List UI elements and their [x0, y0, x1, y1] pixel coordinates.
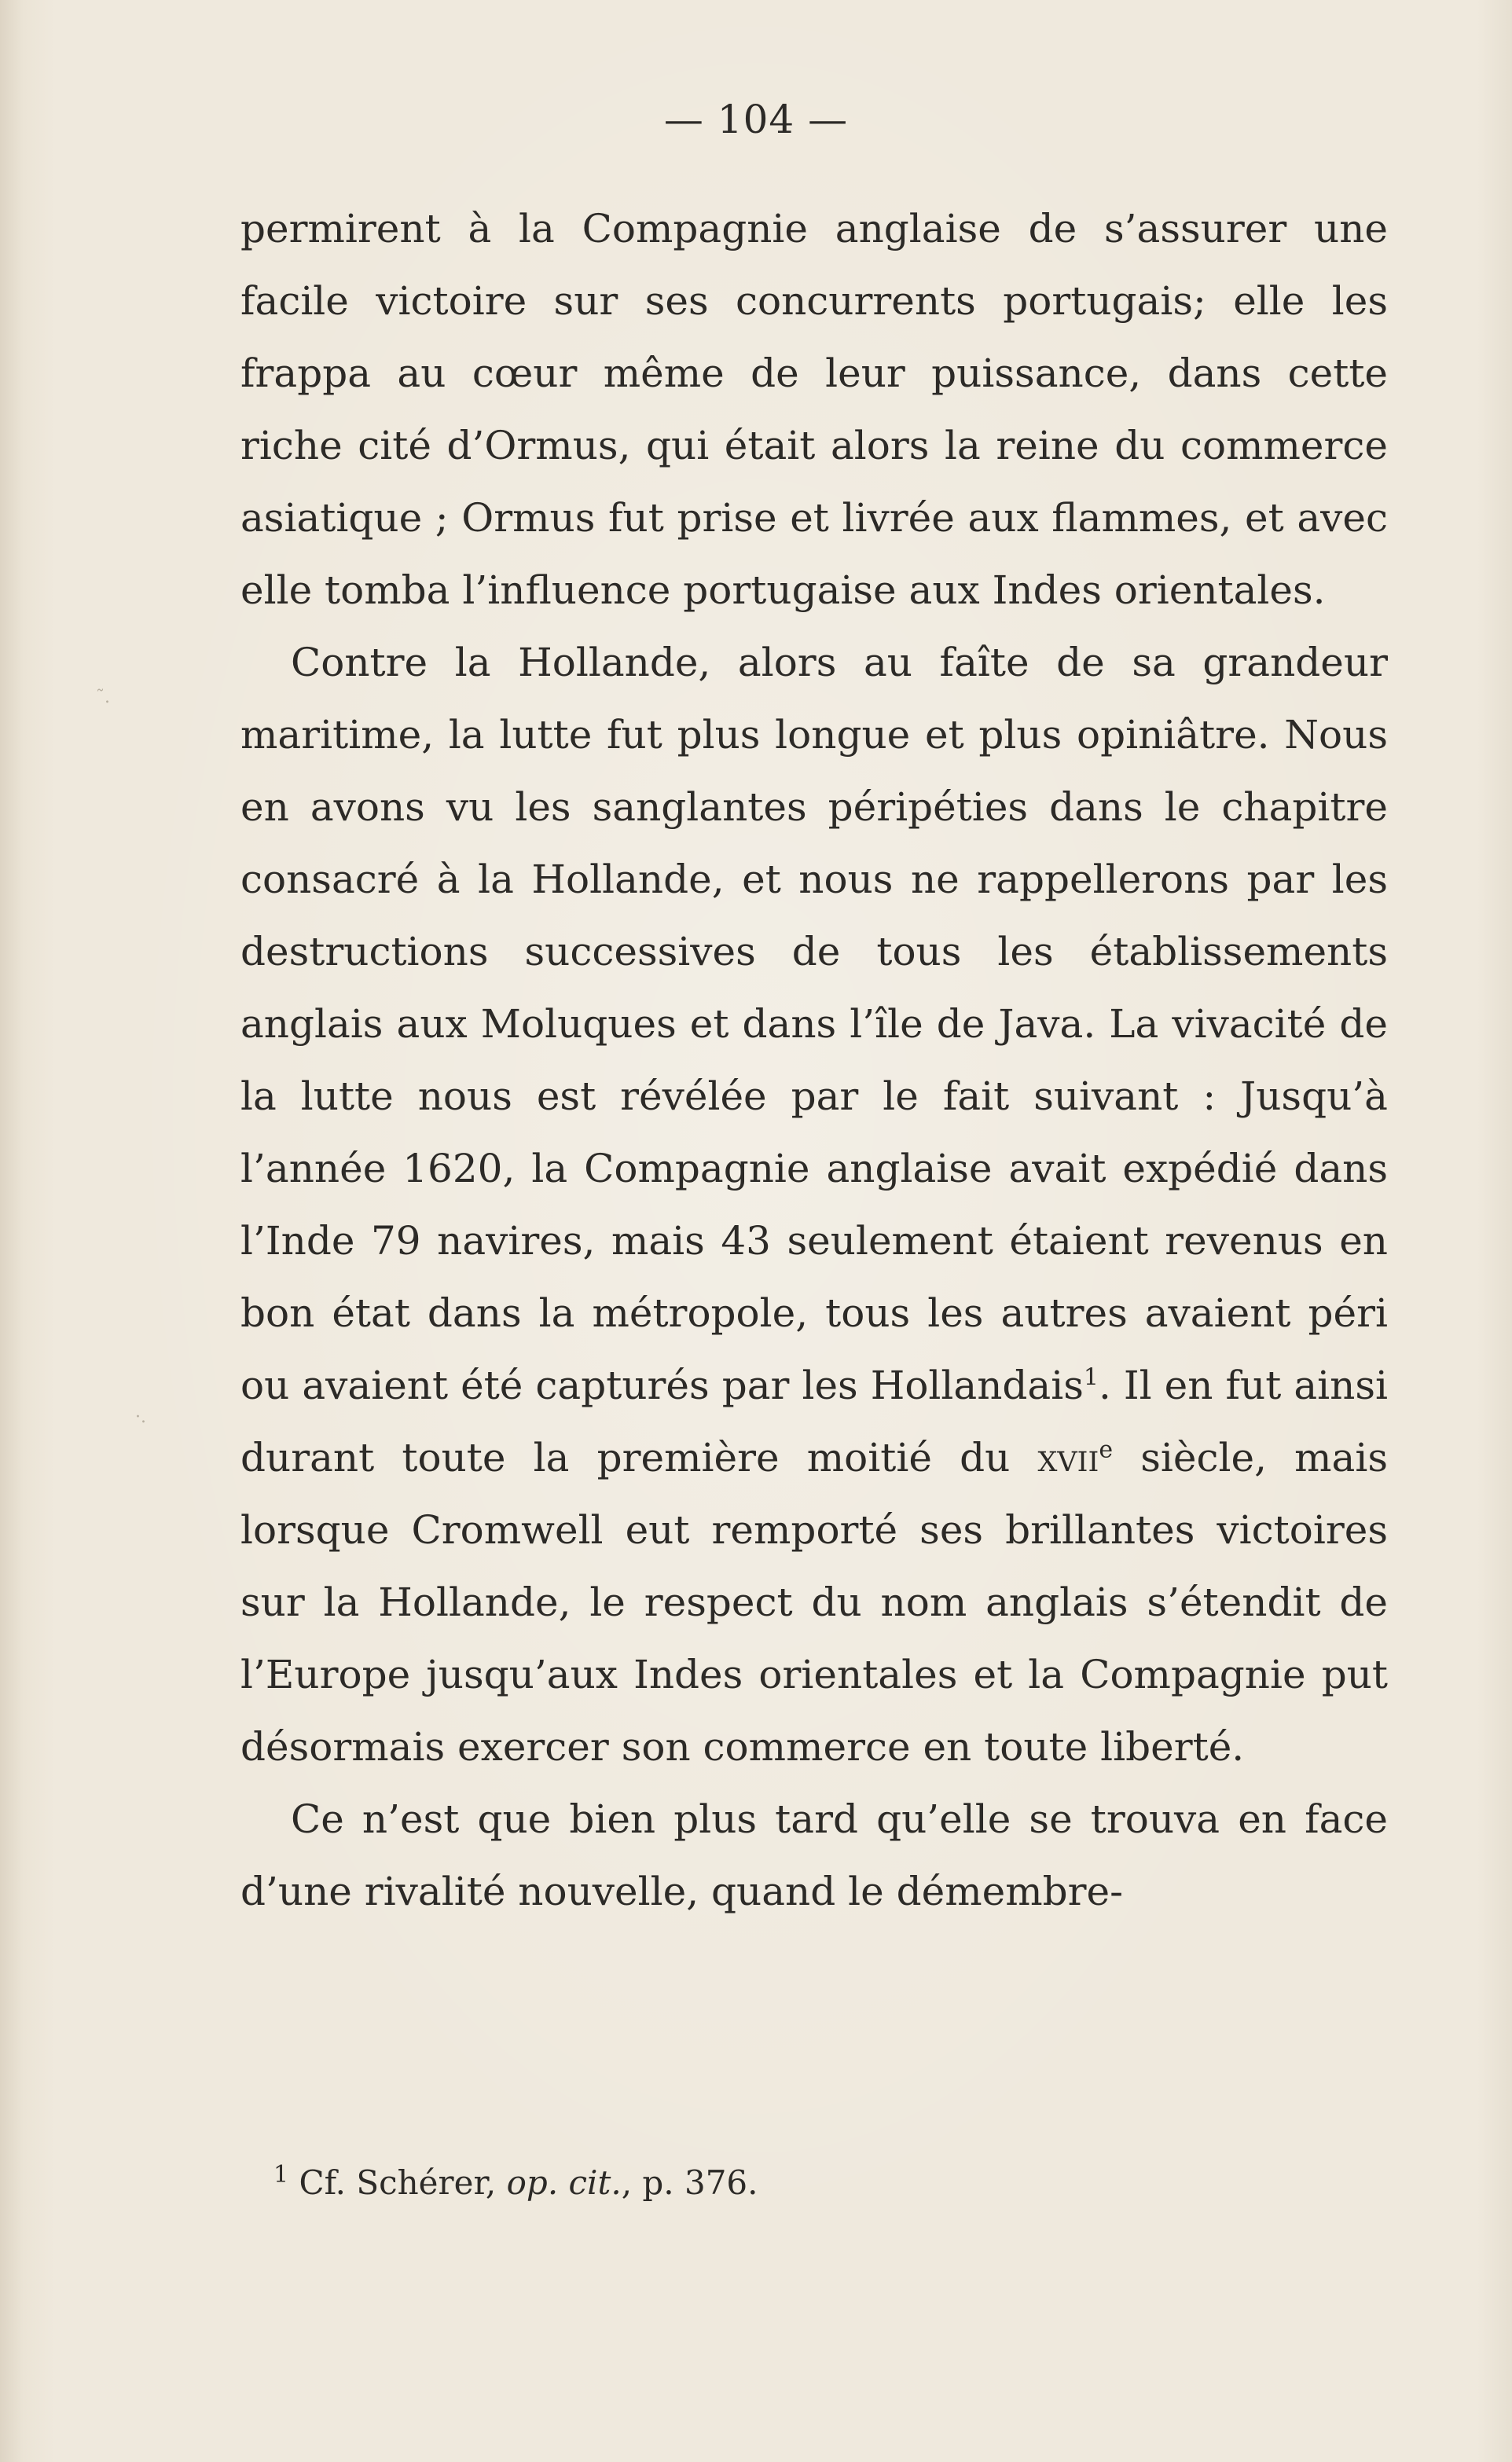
- century-superscript: e: [1099, 1436, 1114, 1464]
- paragraph-1: permirent à la Compagnie anglaise de s’assurer une facile victoire sur ses concurrents portugais; elle les frappa au cœur même de leur puissance, dans cette riche cité d’Ormus, qui était alors la reine du commerce asiatique ; Ormus fut prise et livrée aux flammes, et avec elle tomba l’influence portugaise aux Indes orientales.: [240, 206, 1388, 613]
- century-numeral: xvii: [1037, 1435, 1099, 1481]
- footnote-marker: 1: [273, 2161, 289, 2189]
- page-number: — 104 —: [663, 97, 849, 142]
- body-text: [240, 193, 1388, 1928]
- margin-smudge: ·.: [135, 1407, 146, 1427]
- paragraph-2-text-c: siècle, mais lorsque Cromwell eut remporté ses brillantes victoires sur la Hollande, le respect du nom anglais s’étendit de l’Europe jusqu’aux Indes orientales et la Compagnie put désormais exercer son commerce en toute liberté.: [240, 1435, 1388, 1770]
- footnote: [273, 2159, 1295, 2207]
- margin-smudge: ˜.: [96, 688, 110, 707]
- paragraph-2: [240, 626, 1388, 1783]
- paragraph-3: Ce n’est que bien plus tard qu’elle se trouva en face d’une rivalité nouvelle, quand le démembre-: [240, 1796, 1388, 1914]
- footnote-text-a: Cf. Schérer,: [288, 2163, 507, 2202]
- paragraph-2-text-b: . Il en fut ainsi durant toute la première moitié du: [240, 1363, 1388, 1481]
- footnote-text-b: , p. 376.: [621, 2163, 758, 2202]
- paragraph-2-text-a: Contre la Hollande, alors au faîte de sa grandeur maritime, la lutte fut plus longue et plus opiniâtre. Nous en avons vu les sanglantes péripéties dans le chapitre consacré à la Hollande, et nous ne rappellerons par les destructions successives de tous les établissements anglais aux Moluques et dans l’île de Java. La vivacité de la lutte nous est révélée par le fait suivant : Jusqu’à l’année 1620, la Compagnie anglaise avait expédié dans l’Inde 79 navires, mais 43 seulement étaient revenus en bon état dans la métropole, tous les autres avaient péri ou avaient été capturés par les Hollandais: [240, 640, 1388, 1408]
- footnote-reference: 1: [1083, 1363, 1099, 1392]
- footnote-citation: op. cit.: [506, 2163, 622, 2202]
